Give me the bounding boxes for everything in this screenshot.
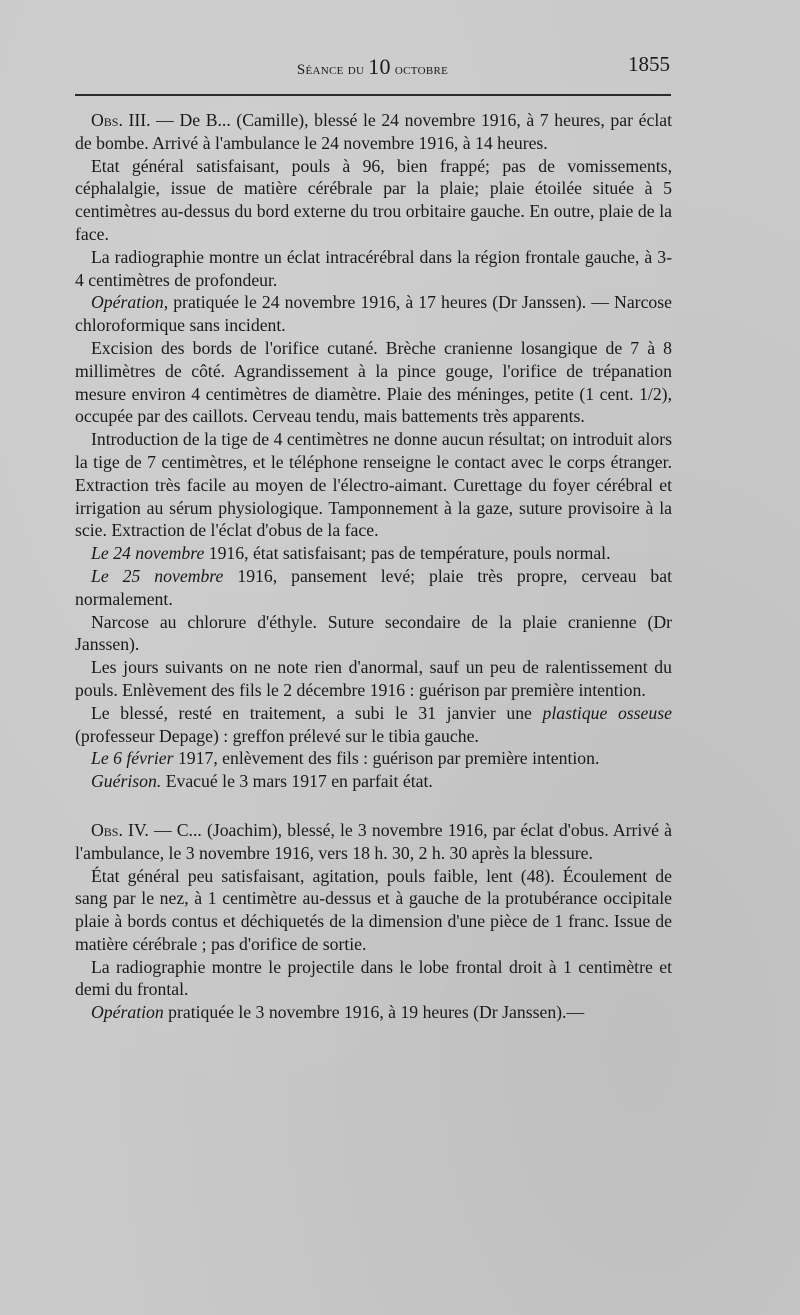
running-header: [75, 52, 670, 78]
header-title: [75, 54, 670, 80]
obs3-paragraph-10: Les jours suivants on ne note rien d'anormal, sauf un peu de ralentissement du pouls. Enlèvement des fils le 2 décembre 1916 : guérison par première intention.: [75, 657, 672, 700]
header-title-prefix: Séance du: [296, 62, 369, 78]
obs3-paragraph-2: Etat général satisfaisant, pouls à 96, bien frappé; pas de vomissements, céphalalgie, issue de matière cérébrale par la plaie; plaie étoilée située à 5 centimètres au-dessus du bord externe du trou orbitaire gauche. En outre, plaie de la face.: [75, 155, 672, 244]
page-number: 1855: [628, 52, 670, 76]
document-body: [75, 109, 672, 1024]
header-title-number: 10: [368, 54, 391, 79]
obs3-paragraph-11: Le blessé, resté en traitement, a subi le 31 janvier une plastique osseuse (professeur Depage) : greffon prélevé sur le tibia gauche.: [75, 702, 672, 746]
obs3-paragraph-7: Le 24 novembre 1916, état satisfaisant; pas de température, pouls normal.: [91, 543, 611, 564]
header-rule: [75, 94, 671, 96]
obs3-paragraph-1: Obs. III. — De B... (Camille), blessé le 24 novembre 1916, à 7 heures, par éclat de bombe. Arrivé à l'ambulance le 24 novembre 1916, à 14 heures.: [75, 110, 672, 153]
obs3-paragraph-12: Le 6 février 1917, enlèvement des fils : guérison par première intention.: [91, 748, 600, 769]
obs3-paragraph-4: Opération, pratiquée le 24 novembre 1916, à 17 heures (Dr Janssen). — Narcose chloroformique sans incident.: [75, 292, 672, 336]
obs3-label: Obs. III.: [91, 110, 151, 130]
obs4-paragraph-3: La radiographie montre le projectile dans le lobe frontal droit à 1 centimètre et demi du frontal.: [75, 956, 672, 1000]
obs4-paragraph-4: Opération pratiquée le 3 novembre 1916, à 19 heures (Dr Janssen).—: [91, 1002, 585, 1023]
obs3-paragraph-5: Excision des bords de l'orifice cutané. Brèche cranienne losangique de 7 à 8 millimètres de côté. Agrandissement à la pince gouge, l'orifice de trépanation mesure environ 4 centimètres de diamètre. Plaie des méninges, petite (1 cent. 1/2), occupée par des caillots. Cerveau tendu, mais battements très apparents.: [75, 337, 672, 427]
obs3-paragraph-6: Introduction de la tige de 4 centimètres ne donne aucun résultat; on introduit alors la tige de 7 centimètres, et le téléphone renseigne le contact avec le corps étranger. Extraction très facile au moyen de l'électro-aimant. Curettage du foyer cérébral et irrigation au sérum physiologique. Tamponnement à la gaze, suture provisoire à la scie. Extraction de l'éclat d'obus de la face.: [75, 429, 672, 541]
obs3-paragraph-9: Narcose au chlorure d'éthyle. Suture secondaire de la plaie cranienne (Dr Janssen).: [75, 611, 672, 655]
obs3-paragraph-3: La radiographie montre un éclat intracérébral dans la région frontale gauche, à 3-4 centimètres de profondeur.: [75, 246, 672, 290]
obs3-paragraph-13: Guérison. Evacué le 3 mars 1917 en parfait état.: [91, 771, 433, 792]
obs4-paragraph-2: État général peu satisfaisant, agitation, pouls faible, lent (48). Écoulement de sang par le nez, à 1 centimètre au-dessus et à gauche de la protubérance occipitale plaie à bords contus et déchiquetés de la dimension d'une pièce de 1 franc. Issue de matière cérébrale ; pas d'orifice de sortie.: [75, 865, 672, 954]
obs3-paragraph-8: Le 25 novembre 1916, pansement levé; plaie très propre, cerveau bat normalement.: [75, 565, 672, 609]
header-title-suffix: octobre: [390, 62, 449, 78]
section-gap: [75, 793, 672, 819]
obs4-label: Obs. IV.: [91, 819, 149, 840]
obs4-paragraph-1: Obs. IV. — C... (Joachim), blessé, le 3 novembre 1916, par éclat d'obus. Arrivé à l'ambulance, le 3 novembre 1916, vers 18 h. 30, 2 h. 30 après la blessure.: [75, 819, 672, 863]
